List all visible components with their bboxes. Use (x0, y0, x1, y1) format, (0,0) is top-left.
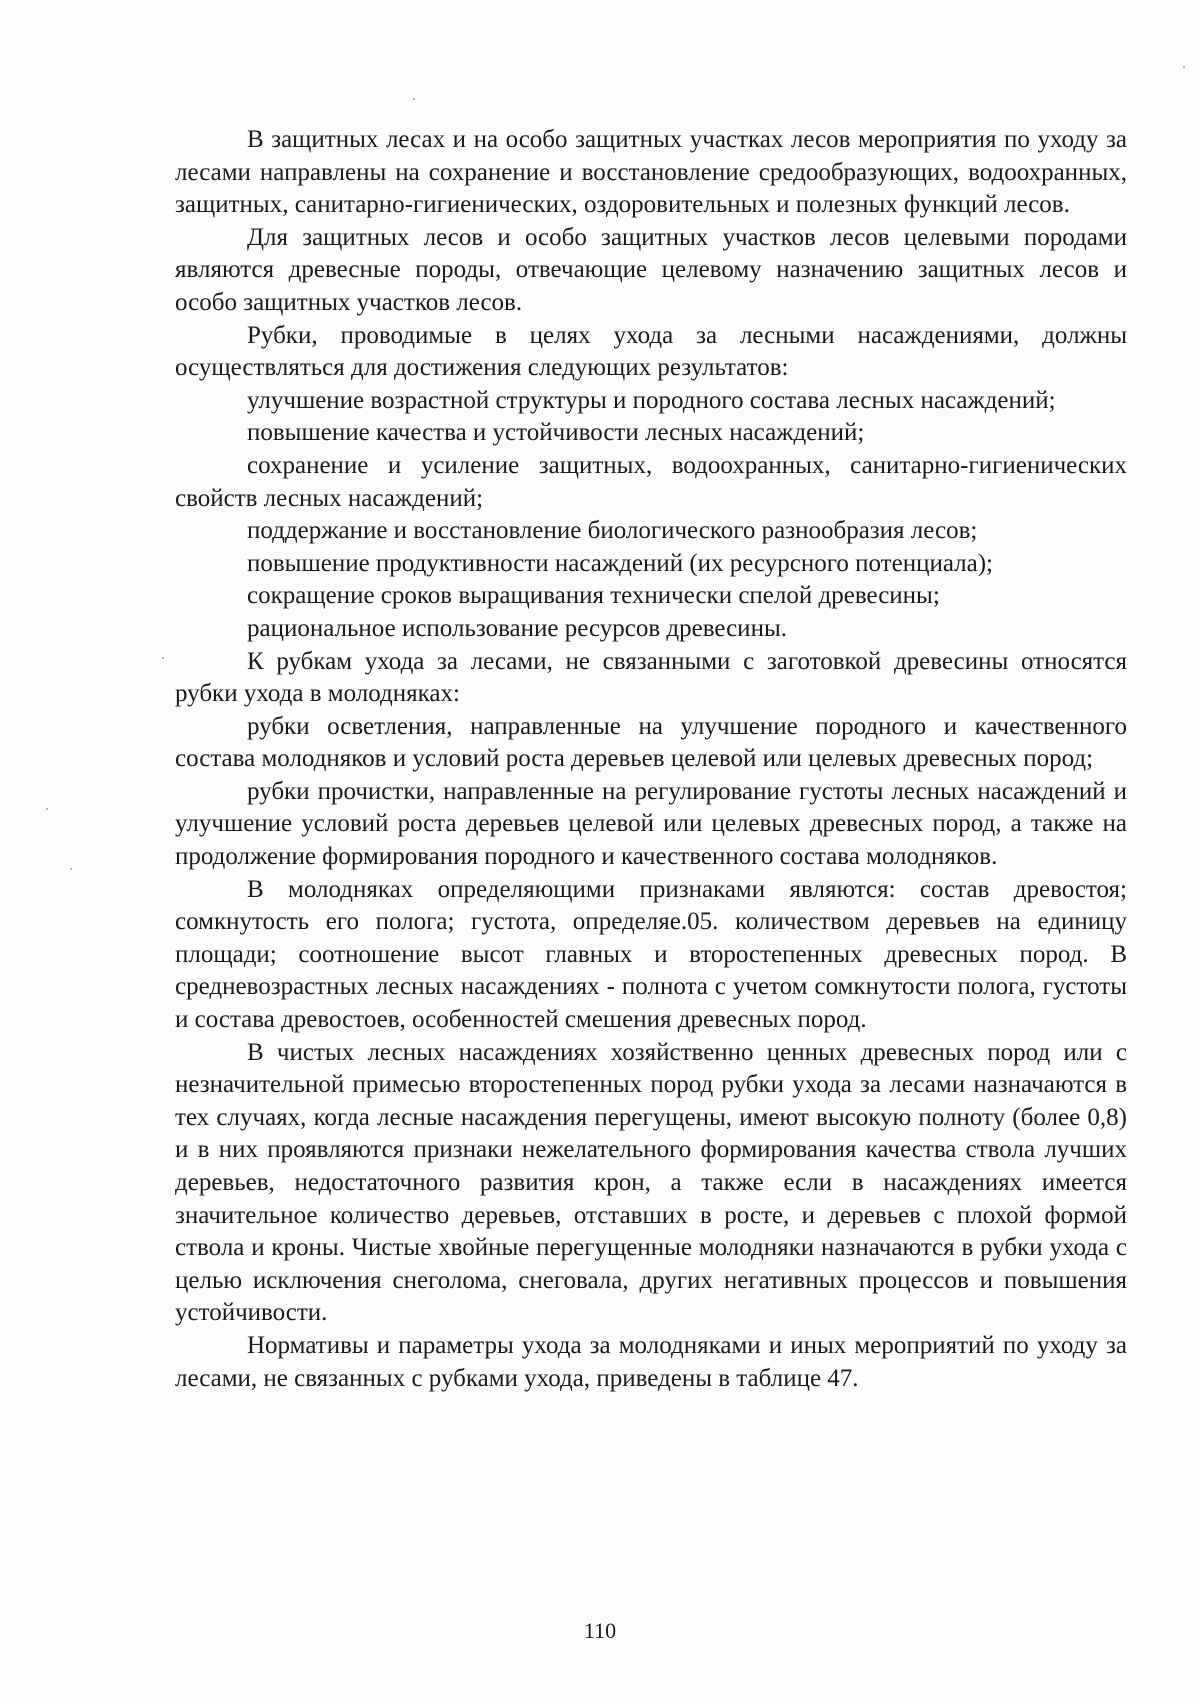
paragraph: В чистых лесных насаждениях хозяйственно ценных древесных пород или с незначительной примесью второстепенных пород рубки ухода за лесами назначаются в тех случаях, когда лесные насаждения перегущены, имеют высокую полноту (более 0,8) и в них проявляются признаки нежелательного формирования качества ствола лучших деревьев, недостаточного развития крон, а также если в насаждениях имеется значительное количество деревьев, отставших в росте, и деревьев с плохой формой ствола и кроны. Чистые хвойные перегущенные молодняки назначаются в рубки ухода с целью исключения снеголома, снеговала, других негативных процессов и повышения устойчивости. (175, 1038, 1127, 1327)
scan-speck (70, 868, 72, 870)
list-item: рубки прочистки, направленные на регулирование густоты лесных насаждений и улучшение условий роста деревьев целевой или целевых древесных пород, а также на продолжение формирования породного и качественного состава молодняков. (175, 777, 1127, 871)
scan-speck (162, 657, 164, 659)
paragraph: Нормативы и параметры ухода за молодняками и иных мероприятий по уходу за лесами, не связанных с рубками ухода, приведены в таблице 47. (175, 1331, 1127, 1392)
paragraph: К рубкам ухода за лесами, не связанными с заготовкой древесины относятся рубки ухода в молодняках: (175, 647, 1127, 708)
scan-speck (46, 808, 48, 810)
list-item: повышение продуктивности насаждений (их ресурсного потенциала); (247, 549, 993, 577)
list-item: сохранение и усиление защитных, водоохранных, санитарно-гигиенических свойств лесных насаждений; (175, 451, 1127, 512)
paragraph: В защитных лесах и на особо защитных участках лесов мероприятия по уходу за лесами направлены на сохранение и восстановление средообразующих, водоохранных, защитных, санитарно-гигиенических, оздоровительных и полезных функций лесов. (175, 126, 1127, 219)
list-item: рубки осветления, направленные на улучшение породного и качественного состава молодняков и условий роста деревьев целевой или целевых древесных пород; (175, 712, 1127, 773)
paragraph: Рубки, проводимые в целях ухода за лесными насаждениями, должны осуществляться для достижения следующих результатов: (175, 321, 1127, 382)
list-item: рациональное использование ресурсов древесины. (247, 614, 787, 642)
paragraph: Для защитных лесов и особо защитных участков лесов целевыми породами являются древесные породы, отвечающие целевому назначению защитных лесов и особо защитных участков лесов. (175, 223, 1127, 316)
paragraph: В молодняках определяющими признаками являются: состав древостоя; сомкнутость его полога; густота, определяе.05. количеством деревьев на единицу площади; соотношение высот главных и второстепенных древесных пород. В средневозрастных лесных насаждениях - полнота с учетом сомкнутости полога, густоты и состава древостоев, особенностей смешения древесных пород. (175, 875, 1127, 1034)
list-item: поддержание и восстановление биологического разнообразия лесов; (247, 517, 978, 545)
scan-speck (1183, 66, 1185, 68)
list-item: улучшение возрастной структуры и породного состава лесных насаждений; (247, 386, 1056, 414)
list-item: сокращение сроков выращивания технически спелой древесины; (247, 582, 940, 610)
page-number: 110 (583, 1618, 617, 1643)
body-text (175, 124, 1127, 1395)
list-item: повышение качества и устойчивости лесных насаждений; (247, 419, 865, 447)
scan-speck (413, 98, 415, 100)
